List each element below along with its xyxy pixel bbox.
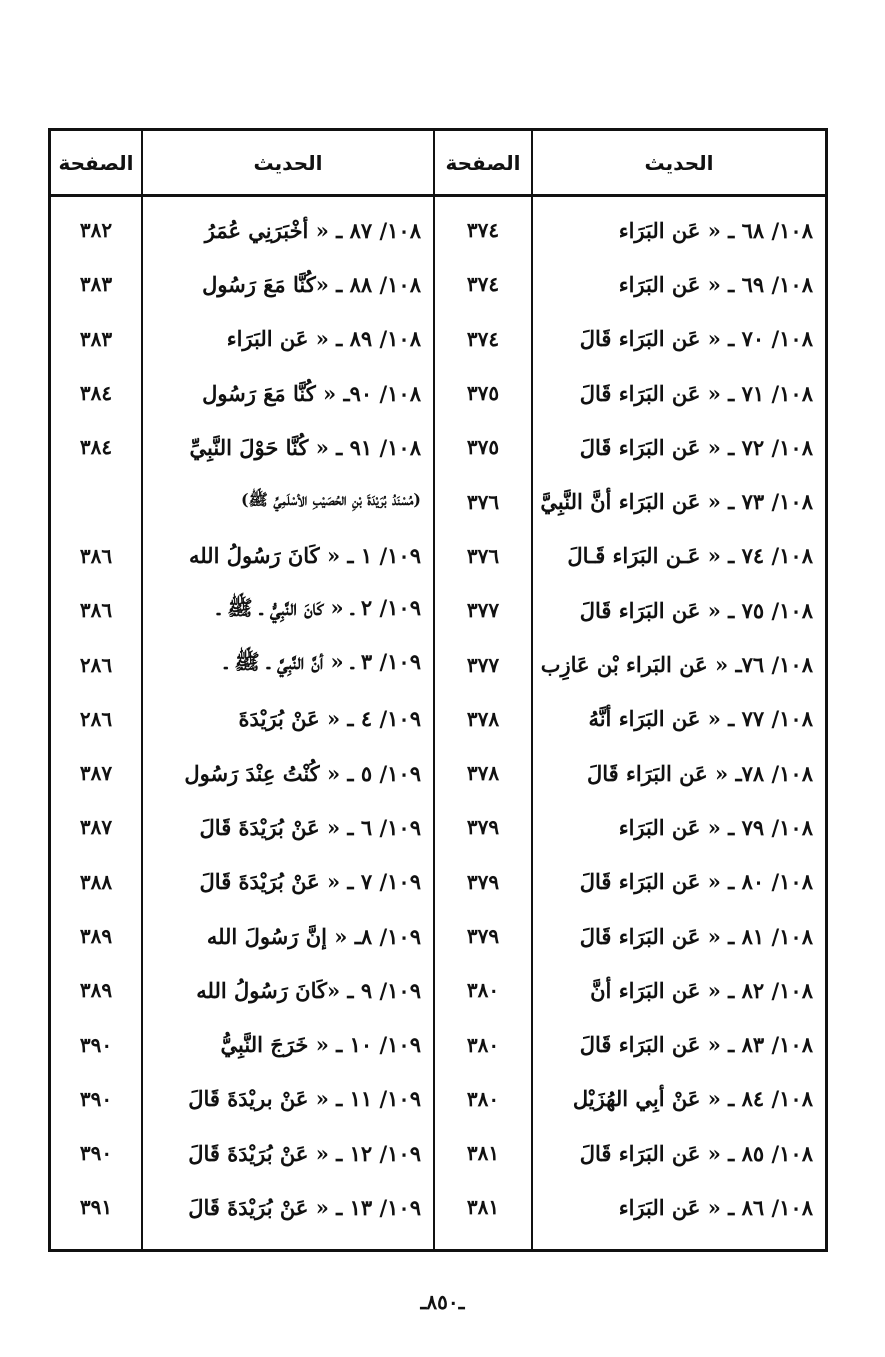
page-ref: ٣٧٩ [466,815,500,840]
page-ref: ٣٨٤ [79,435,113,460]
hadith-entry: ١٠٨/ ٨٥ ـ « عَن البَرَاء قَالَ [579,1140,813,1166]
hadith-entry: ١٠٨/ ٧٤ ـ « عَـن البَرَاء قَـالَ [567,543,813,569]
hadith-entry: ١٠٨/ ٨٢ ـ « عَن البَرَاء أنَّ [590,977,813,1003]
page-ref: ٣٨٠ [466,1086,500,1111]
hadith-entry: ١٠٩/ ٨ـ « إنَّ رَسُولَ الله [206,923,421,949]
hadith-entry: ١٠٨/ ٨٦ ـ « عَن البَرَاء [618,1194,813,1220]
hadith-entry: ١٠٩/ ٦ ـ « عَنْ بُرَيْدَةَ قَالَ [199,814,421,840]
hadith-entry: ١٠٨/ ٨٨ ـ «كُنَّا مَعَ رَسُول [202,271,421,297]
right-hadith-column [533,131,825,1249]
page-ref: ٣٨٤ [79,381,113,406]
page-ref: ٣٩٠ [79,1032,113,1057]
hadith-entry: ١٠٨/ ٧٧ ـ « عَن البَرَاء أنَّهُ [588,706,813,732]
page-ref: ٣٧٦ [466,543,500,568]
page-ref: ٣٧٦ [466,489,500,514]
hadith-entry: ١٠٨/ ٧٩ ـ « عَن البَرَاء [618,814,813,840]
hadith-entry: ١٠٨/ ٧٨ـ « عَن البَرَاء قَالَ [587,760,813,786]
left-hadith-rows [143,197,433,1235]
page-ref: ٣٧٨ [466,761,500,786]
hadith-entry: ١٠٨/ ٨٧ ـ « أخْبَرَنِي عُمَرُ [204,217,421,243]
page-ref: ٣٨٢ [79,218,113,243]
right-page-rows [435,197,531,1235]
page-ref: ٣٧٤ [466,218,500,243]
left-page-column [51,131,143,1249]
page-number: ـ٨٥٠ـ [420,1290,465,1314]
left-page-header: الصفحة [51,131,141,197]
page-ref: ٢٨٦ [79,652,113,677]
hadith-entry: ١٠٩/ ٤ ـ « عَنْ بُرَيْدَةَ [238,706,421,732]
page-ref: ٣٧٥ [466,381,500,406]
hadith-entry: ١٠٨/ ٧١ ـ « عَن البَرَاء قَالَ [579,380,813,406]
hadith-entry: ١٠٩/ ٩ ـ «كَانَ رَسُولُ الله [196,977,421,1003]
hadith-entry: ١٠٩/ ٣ ـ « أنَّ النَّبِيَّ ـ ﷺ ـ [224,649,421,675]
hadith-entry: ١٠٨/ ٧٠ ـ « عَن البَرَاء قَالَ [579,326,813,352]
left-page-rows [51,197,141,1235]
hadith-entry: ١٠٩/ ٥ ـ « كُنْتُ عِنْدَ رَسُول [184,760,421,786]
right-hadith-header: الحديث [533,131,825,197]
page-ref: ٣٨٣ [79,326,113,351]
right-page-header: الصفحة [435,131,531,197]
page-ref: ٣٨٠ [466,1032,500,1057]
page-ref: ٣٨٩ [79,924,113,948]
page-ref: ٣٨٩ [79,978,113,1003]
page-ref: ٣٨١ [466,1195,500,1220]
page-ref: ٣٩٠ [79,1086,113,1111]
hadith-entry: ١٠٨/ ٨٠ ـ « عَن البَرَاء قَالَ [579,869,813,895]
page-ref: ٣٨٦ [79,543,113,568]
hadith-entry: ١٠٨/ ٦٩ ـ « عَن البَرَاء [618,271,813,297]
page-ref: ٣٨١ [466,1141,500,1166]
page-ref: ٣٧٩ [466,869,500,894]
page-ref: ٣٧٨ [466,706,500,731]
page-ref: ٢٨٦ [79,706,113,731]
page-ref [51,474,141,528]
page-ref: ٣٧٧ [466,652,500,677]
hadith-entry: (مُسْنَدُ بُرَيْدَةَ بْنِ الحُصَيْبِ الأسْلَمِيِّ ﷺ) [240,490,421,510]
left-hadith-column [143,131,435,1249]
hadith-entry: ١٠٩/ ١٠ ـ « خَرَجَ النَّبِيُّ [220,1032,421,1058]
hadith-entry: ١٠٨/ ٨٩ ـ « عَن البَرَاء [226,326,421,352]
page-ref: ٣٨٧ [79,761,113,786]
hadith-entry: ١٠٨/ ٧٢ ـ « عَن البَرَاء قَالَ [579,434,813,460]
hadith-entry: ١٠٨/ ٨٣ ـ « عَن البَرَاء قَالَ [579,1032,813,1058]
page-ref: ٣٨٨ [79,869,113,894]
hadith-entry: ١٠٨/ ٩١ ـ « كُنَّا حَوْلَ النَّبِيِّ [189,434,421,460]
page-ref: ٣٧٤ [466,272,500,297]
page-ref: ٣٨٣ [79,272,113,297]
page-ref: ٣٧٤ [466,326,500,351]
hadith-entry: ١٠٨/ ٧٦ـ « عَن البَراء بْن عَازِب [540,652,813,678]
right-page-column [435,131,533,1249]
page-ref: ٣٨٠ [466,978,500,1003]
page-ref: ٣٧٧ [466,598,500,623]
page-ref: ٣٩٠ [79,1141,113,1166]
page-ref: ٣٩١ [79,1195,113,1220]
hadith-entry: ١٠٨/ ٩٠ـ « كُنَّا مَعَ رَسُول [202,380,421,406]
hadith-entry: ١٠٨/ ٨٤ ـ « عَنْ أبِي الهُزَيْل [572,1086,813,1112]
page-ref: ٣٧٥ [466,435,500,460]
hadith-entry: ١٠٩/ ١١ ـ « عَنْ بريْدَةَ قَالَ [188,1086,421,1112]
hadith-entry: ١٠٨/ ٦٨ ـ « عَن البَرَاء [618,217,813,243]
hadith-entry: ١٠٨/ ٨١ ـ « عَن البَرَاء قَالَ [579,923,813,949]
hadith-entry: ١٠٩/ ٧ ـ « عَنْ بُرَيْدَةَ قَالَ [199,869,421,895]
hadith-entry: ١٠٨/ ٧٥ ـ « عَن البَرَاء قَالَ [579,597,813,623]
hadith-entry: ١٠٩/ ٢ ـ « كَانَ النَّبِيُّ ـ ﷺ ـ [217,594,421,620]
hadith-index-table [48,128,828,1252]
hadith-entry: ١٠٩/ ١ ـ « كَانَ رَسُولُ الله [188,543,421,569]
hadith-entry: ١٠٨/ ٧٣ ـ « عَن البَرَاء أنَّ النَّبِيَّ [540,489,813,515]
left-hadith-header: الحديث [143,131,433,197]
page-ref: ٣٨٧ [79,815,113,840]
hadith-entry: ١٠٩/ ١٣ ـ « عَنْ بُرَيْدَةَ قَالَ [188,1194,421,1220]
hadith-entry: ١٠٩/ ١٢ ـ « عَنْ بُرَيْدَةَ قَالَ [188,1140,421,1166]
page-ref: ٣٧٩ [466,924,500,948]
page-ref: ٣٨٦ [79,598,113,623]
right-hadith-rows [533,197,825,1235]
